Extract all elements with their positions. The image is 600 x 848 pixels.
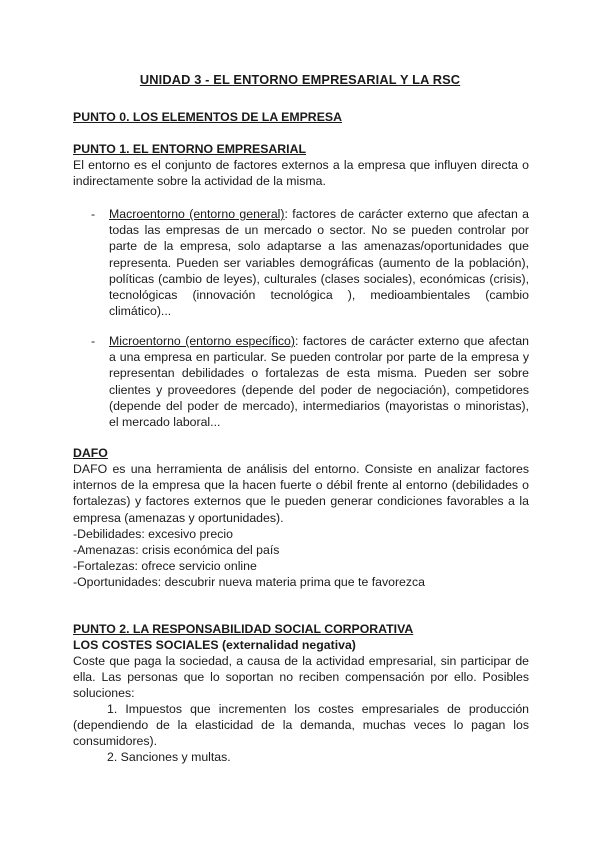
dafo-item-fortalezas: -Fortalezas: ofrece servicio online (73, 559, 257, 573)
solution-item-2: 2. Sanciones y multas. (107, 750, 231, 764)
heading-dafo: DAFO (73, 446, 108, 460)
dafo-item-debilidades: -Debilidades: excesivo precio (73, 527, 233, 541)
term-microentorno: Microentorno (entorno específico) (109, 334, 295, 348)
subheading-costes-sociales: LOS COSTES SOCIALES (externalidad negativa) (73, 638, 356, 652)
heading-punto-2: PUNTO 2. LA RESPONSABILIDAD SOCIAL CORPORATIVA (73, 622, 414, 636)
dafo-description: DAFO es una herramienta de análisis del entorno. Consiste en analizar factores internos de la empresa que la hacen fuerte o débil frente al entorno (debilidades o fortalezas) y factores externos que le pueden generar condiciones favorables a la empresa (amenazas y oportunidades). (73, 462, 529, 525)
heading-punto-0: PUNTO 0. LOS ELEMENTOS DE LA EMPRESA (73, 110, 342, 124)
definition-microentorno: : factores de carácter externo que afectan a una empresa en particular. Se pueden controlar por parte de la empresa y representan debilidades o fortalezas de esta misma. Pueden ser sobre clientes y proveedores (depende del poder de negociación), competidores (depende del poder de mercado), intermediarios (mayoristas o minoristas), el mercado laboral... (109, 334, 530, 430)
definition-macroentorno: : factores de carácter externo que afectan a todas las empresas de un mercado o sector. No se pueden controlar por parte de la empresa, solo adaptarse a las amenazas/oportunidades que representa. Pueden ser variables demográficas (aumento de la población), políticas (cambio de leyes), culturales (clases sociales), económicas (crisis), tecnológicas (innovación tecnológica ), medioambientales (cambio climático)... (109, 207, 529, 319)
bullet-dash: - (91, 207, 96, 221)
bullet-text (109, 333, 529, 430)
bullet-dash: - (91, 334, 96, 348)
dafo-item-oportunidades: -Oportunidades: descubrir nueva materia prima que te favorezca (73, 575, 426, 589)
term-macroentorno: Macroentorno (entorno general) (109, 207, 285, 221)
bullet-text (109, 206, 529, 319)
heading-punto-1: PUNTO 1. EL ENTORNO EMPRESARIAL (73, 142, 306, 156)
costes-sociales-text: Coste que paga la sociedad, a causa de la actividad empresarial, sin participar de ella. Las personas que lo soportan no reciben compensación por ello. Posibles soluciones: (73, 654, 529, 701)
dafo-item-amenazas: -Amenazas: crisis económica del país (73, 543, 280, 557)
punto1-intro: El entorno es el conjunto de factores externos a la empresa que influyen directa o indirectamente sobre la actividad de la misma. (73, 158, 529, 189)
solution-item-1: 1. Impuestos que incrementen los costes empresariales de producción (dependiendo de la elasticidad de la demanda, muchas veces lo pagan los consumidores). (73, 702, 529, 749)
page-title: UNIDAD 3 - EL ENTORNO EMPRESARIAL Y LA RSC (139, 72, 461, 87)
